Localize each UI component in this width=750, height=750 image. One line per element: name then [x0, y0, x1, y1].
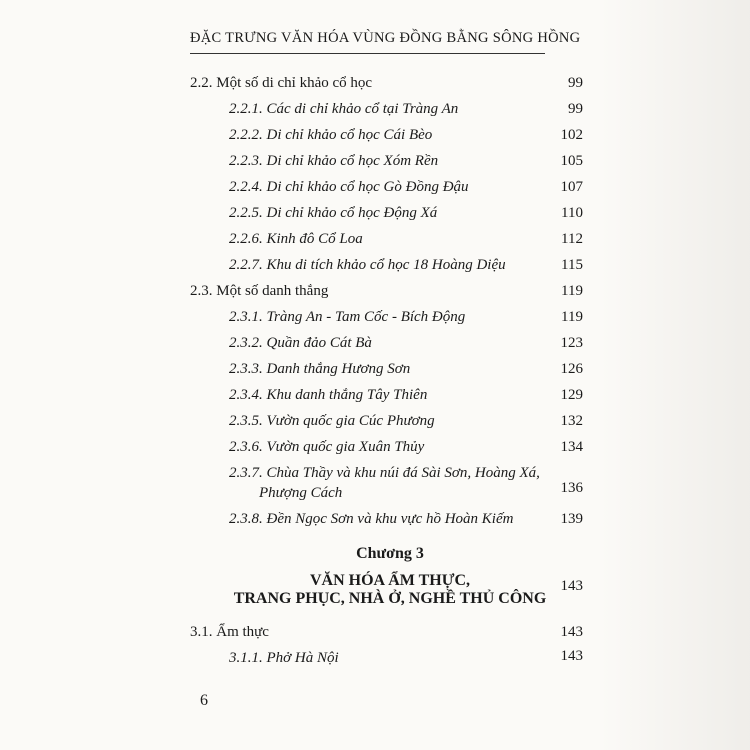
toc-item-2-3-7: 2.3.7. Chùa Thầy và khu núi đá Sài Sơn, Hoàng Xá, — [229, 465, 540, 481]
toc-page: 123 — [560, 335, 583, 351]
toc-item-2-2-2: 2.2.2. Di chỉ khảo cổ học Cái Bèo — [229, 127, 433, 143]
toc-item-2-2-3: 2.2.3. Di chỉ khảo cổ học Xóm Rền — [229, 153, 439, 169]
toc-section-3-1: 3.1. Ẩm thực — [190, 624, 269, 640]
toc-item-3-1-1: 3.1.1. Phở Hà Nội — [229, 650, 339, 666]
toc-item-2-3-5: 2.3.5. Vườn quốc gia Cúc Phương — [229, 413, 435, 429]
toc-page: 102 — [560, 127, 583, 143]
toc-item-2-3-8: 2.3.8. Đền Ngọc Sơn và khu vực hồ Hoàn Kiếm — [229, 511, 514, 527]
toc-page: 99 — [568, 75, 583, 91]
toc-item-2-2-4: 2.2.4. Di chỉ khảo cổ học Gò Đồng Đậu — [229, 179, 469, 195]
toc-page: 112 — [561, 231, 583, 247]
toc-page: 139 — [560, 511, 583, 527]
toc-page: 105 — [560, 153, 583, 169]
toc-page: 129 — [560, 387, 583, 403]
toc-item-2-3-4: 2.3.4. Khu danh thắng Tây Thiên — [229, 387, 428, 403]
toc-page: 119 — [561, 309, 583, 325]
chapter-page: 143 — [560, 578, 583, 594]
toc-page: 110 — [561, 205, 583, 221]
toc-page: 143 — [560, 648, 583, 664]
toc-item-2-2-6: 2.2.6. Kinh đô Cổ Loa — [229, 231, 363, 247]
chapter-title-line1: VĂN HÓA ẨM THỰC, — [310, 572, 470, 589]
page-number: 6 — [200, 692, 208, 709]
toc-page: 136 — [560, 480, 583, 496]
toc-page: 115 — [561, 257, 583, 273]
toc-page: 134 — [560, 439, 583, 455]
chapter-title-line2: TRANG PHỤC, NHÀ Ở, NGHỀ THỦ CÔNG — [233, 590, 547, 607]
chapter-number: Chương 3 — [356, 545, 424, 562]
toc-page: 132 — [560, 413, 583, 429]
toc-section-2-3: 2.3. Một số danh thắng — [190, 283, 329, 299]
header-rule — [190, 53, 545, 54]
toc-page: 107 — [560, 179, 583, 195]
running-header: ĐẶC TRƯNG VĂN HÓA VÙNG ĐỒNG BẰNG SÔNG HỒNG — [190, 30, 581, 46]
toc-page: 143 — [560, 624, 583, 640]
toc-page: 119 — [561, 283, 583, 299]
page-edge-shadow — [600, 0, 750, 750]
toc-item-2-2-5: 2.2.5. Di chỉ khảo cổ học Động Xá — [229, 205, 438, 221]
toc-item-2-3-6: 2.3.6. Vườn quốc gia Xuân Thủy — [229, 439, 425, 455]
toc-item-2-3-3: 2.3.3. Danh thắng Hương Sơn — [229, 361, 411, 377]
toc-item-2-2-1: 2.2.1. Các di chỉ khảo cổ tại Tràng An — [229, 101, 459, 117]
toc-item-2-3-7-continued: Phượng Cách — [259, 485, 343, 501]
toc-page: 99 — [568, 101, 583, 117]
toc-item-2-2-7: 2.2.7. Khu di tích khảo cổ học 18 Hoàng Diệu — [229, 257, 506, 273]
toc-item-2-3-1: 2.3.1. Tràng An - Tam Cốc - Bích Động — [229, 309, 466, 325]
toc-section-2-2: 2.2. Một số di chỉ khảo cổ học — [190, 75, 373, 91]
toc-page: 126 — [560, 361, 583, 377]
toc-item-2-3-2: 2.3.2. Quần đảo Cát Bà — [229, 335, 372, 351]
